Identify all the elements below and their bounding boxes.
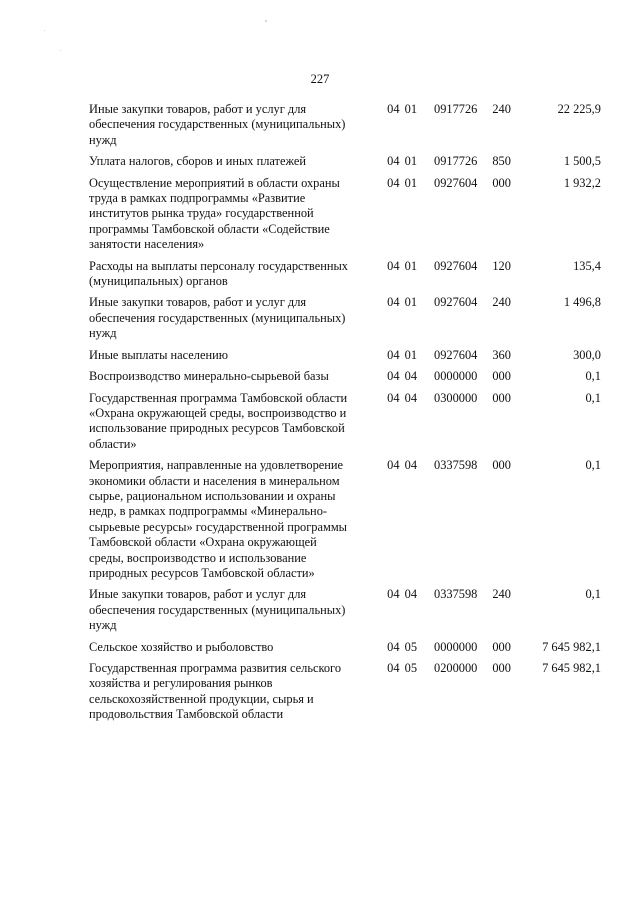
row-expense-type: 000	[492, 390, 511, 405]
row-expense-type: 000	[492, 639, 511, 654]
row-amount: 1 500,5	[563, 154, 601, 169]
row-target-code: 0300000	[434, 390, 478, 405]
row-section-code: 04 01	[387, 347, 418, 362]
row-expense-type: 240	[492, 587, 511, 602]
row-name: Государственная программа развития сельского хозяйства и регулирования рынков сельскохозяйственной продукции, сырья и продовольствия Тамбовской области	[89, 661, 342, 722]
row-amount: 7 645 982,1	[542, 661, 601, 675]
budget-table	[89, 102, 601, 729]
row-target-code: 0337598	[434, 458, 478, 473]
row-amount: 22 225,9	[557, 102, 601, 116]
row-amount: 135,4	[573, 258, 601, 273]
row-expense-type: 000	[492, 175, 511, 190]
row-expense-type: 000	[492, 369, 511, 384]
row-target-code: 0927604	[434, 258, 478, 273]
row-target-code: 0927604	[434, 295, 478, 310]
row-amount: 0,1	[585, 390, 601, 405]
scan-speck	[265, 20, 267, 22]
table-row	[89, 154, 601, 169]
row-section-code: 04 01	[387, 102, 418, 116]
row-expense-type: 240	[492, 102, 511, 116]
row-name: Расходы на выплаты персоналу государственных (муниципальных) органов	[89, 258, 348, 289]
table-row	[89, 661, 601, 723]
row-expense-type: 240	[492, 295, 511, 310]
row-name: Сельское хозяйство и рыболовство	[89, 639, 274, 654]
scan-speck	[44, 30, 45, 31]
row-name: Воспроизводство минерально-сырьевой базы	[89, 369, 329, 384]
row-expense-type: 360	[492, 347, 511, 362]
row-amount: 300,0	[573, 347, 601, 362]
row-section-code: 04 04	[387, 369, 418, 384]
row-name: Государственная программа Тамбовской области «Охрана окружающей среды, воспроизводство и использование природных ресурсов Тамбовской области»	[89, 390, 348, 451]
table-row	[89, 259, 601, 290]
row-target-code: 0200000	[434, 661, 478, 675]
row-target-code: 0000000	[434, 639, 478, 654]
row-target-code: 0927604	[434, 347, 478, 362]
row-section-code: 04 05	[387, 639, 418, 654]
row-target-code: 0000000	[434, 369, 478, 384]
row-section-code: 04 01	[387, 258, 418, 273]
row-expense-type: 000	[492, 661, 511, 675]
row-section-code: 04 04	[387, 587, 418, 602]
row-section-code: 04 01	[387, 154, 418, 169]
row-section-code: 04 04	[387, 390, 418, 405]
row-expense-type: 120	[492, 258, 511, 273]
row-name: Иные выплаты населению	[89, 347, 228, 362]
row-section-code: 04 01	[387, 295, 418, 310]
row-amount: 0,1	[585, 369, 601, 384]
row-target-code: 0927604	[434, 175, 478, 190]
table-row	[89, 391, 601, 453]
page-number: 227	[310, 72, 330, 86]
table-row	[89, 640, 601, 655]
table-row	[89, 176, 601, 253]
row-amount: 0,1	[585, 458, 601, 473]
row-amount: 0,1	[585, 587, 601, 602]
row-target-code: 0917726	[434, 102, 478, 116]
row-name: Уплата налогов, сборов и иных платежей	[89, 154, 307, 169]
row-amount: 7 645 982,1	[542, 639, 601, 654]
row-name: Мероприятия, направленные на удовлетворение экономики области и населения в минеральном сырье, рациональном использовании и охраны недр, в рамках подпрограммы «Минерально-сырьевые ресурсы» государственной программы Тамбовской области «Охрана окружающей среды, воспроизводство и использование природных ресурсов Тамбовской области»	[89, 458, 348, 580]
scan-speck	[60, 50, 61, 51]
row-expense-type: 850	[492, 154, 511, 169]
row-amount: 1 496,8	[563, 295, 601, 310]
row-section-code: 04 04	[387, 458, 418, 473]
table-row	[89, 587, 601, 633]
row-target-code: 0337598	[434, 587, 478, 602]
table-row	[89, 458, 601, 581]
table-row	[89, 348, 601, 363]
table-row	[89, 295, 601, 341]
row-section-code: 04 05	[387, 661, 418, 675]
row-name: Иные закупки товаров, работ и услуг для обеспечения государственных (муниципальных) нужд	[89, 102, 346, 147]
row-name: Иные закупки товаров, работ и услуг для обеспечения государственных (муниципальных) нужд	[89, 295, 346, 341]
row-amount: 1 932,2	[563, 175, 601, 190]
row-expense-type: 000	[492, 458, 511, 473]
table-row	[89, 102, 601, 148]
row-name: Иные закупки товаров, работ и услуг для обеспечения государственных (муниципальных) нужд	[89, 587, 346, 633]
table-row	[89, 369, 601, 384]
row-target-code: 0917726	[434, 154, 478, 169]
row-name: Осуществление мероприятий в области охраны труда в рамках подпрограммы «Развитие институтов рынка труда» государственной программы Тамбовской области «Содействие занятости населения»	[89, 175, 340, 252]
row-section-code: 04 01	[387, 175, 418, 190]
